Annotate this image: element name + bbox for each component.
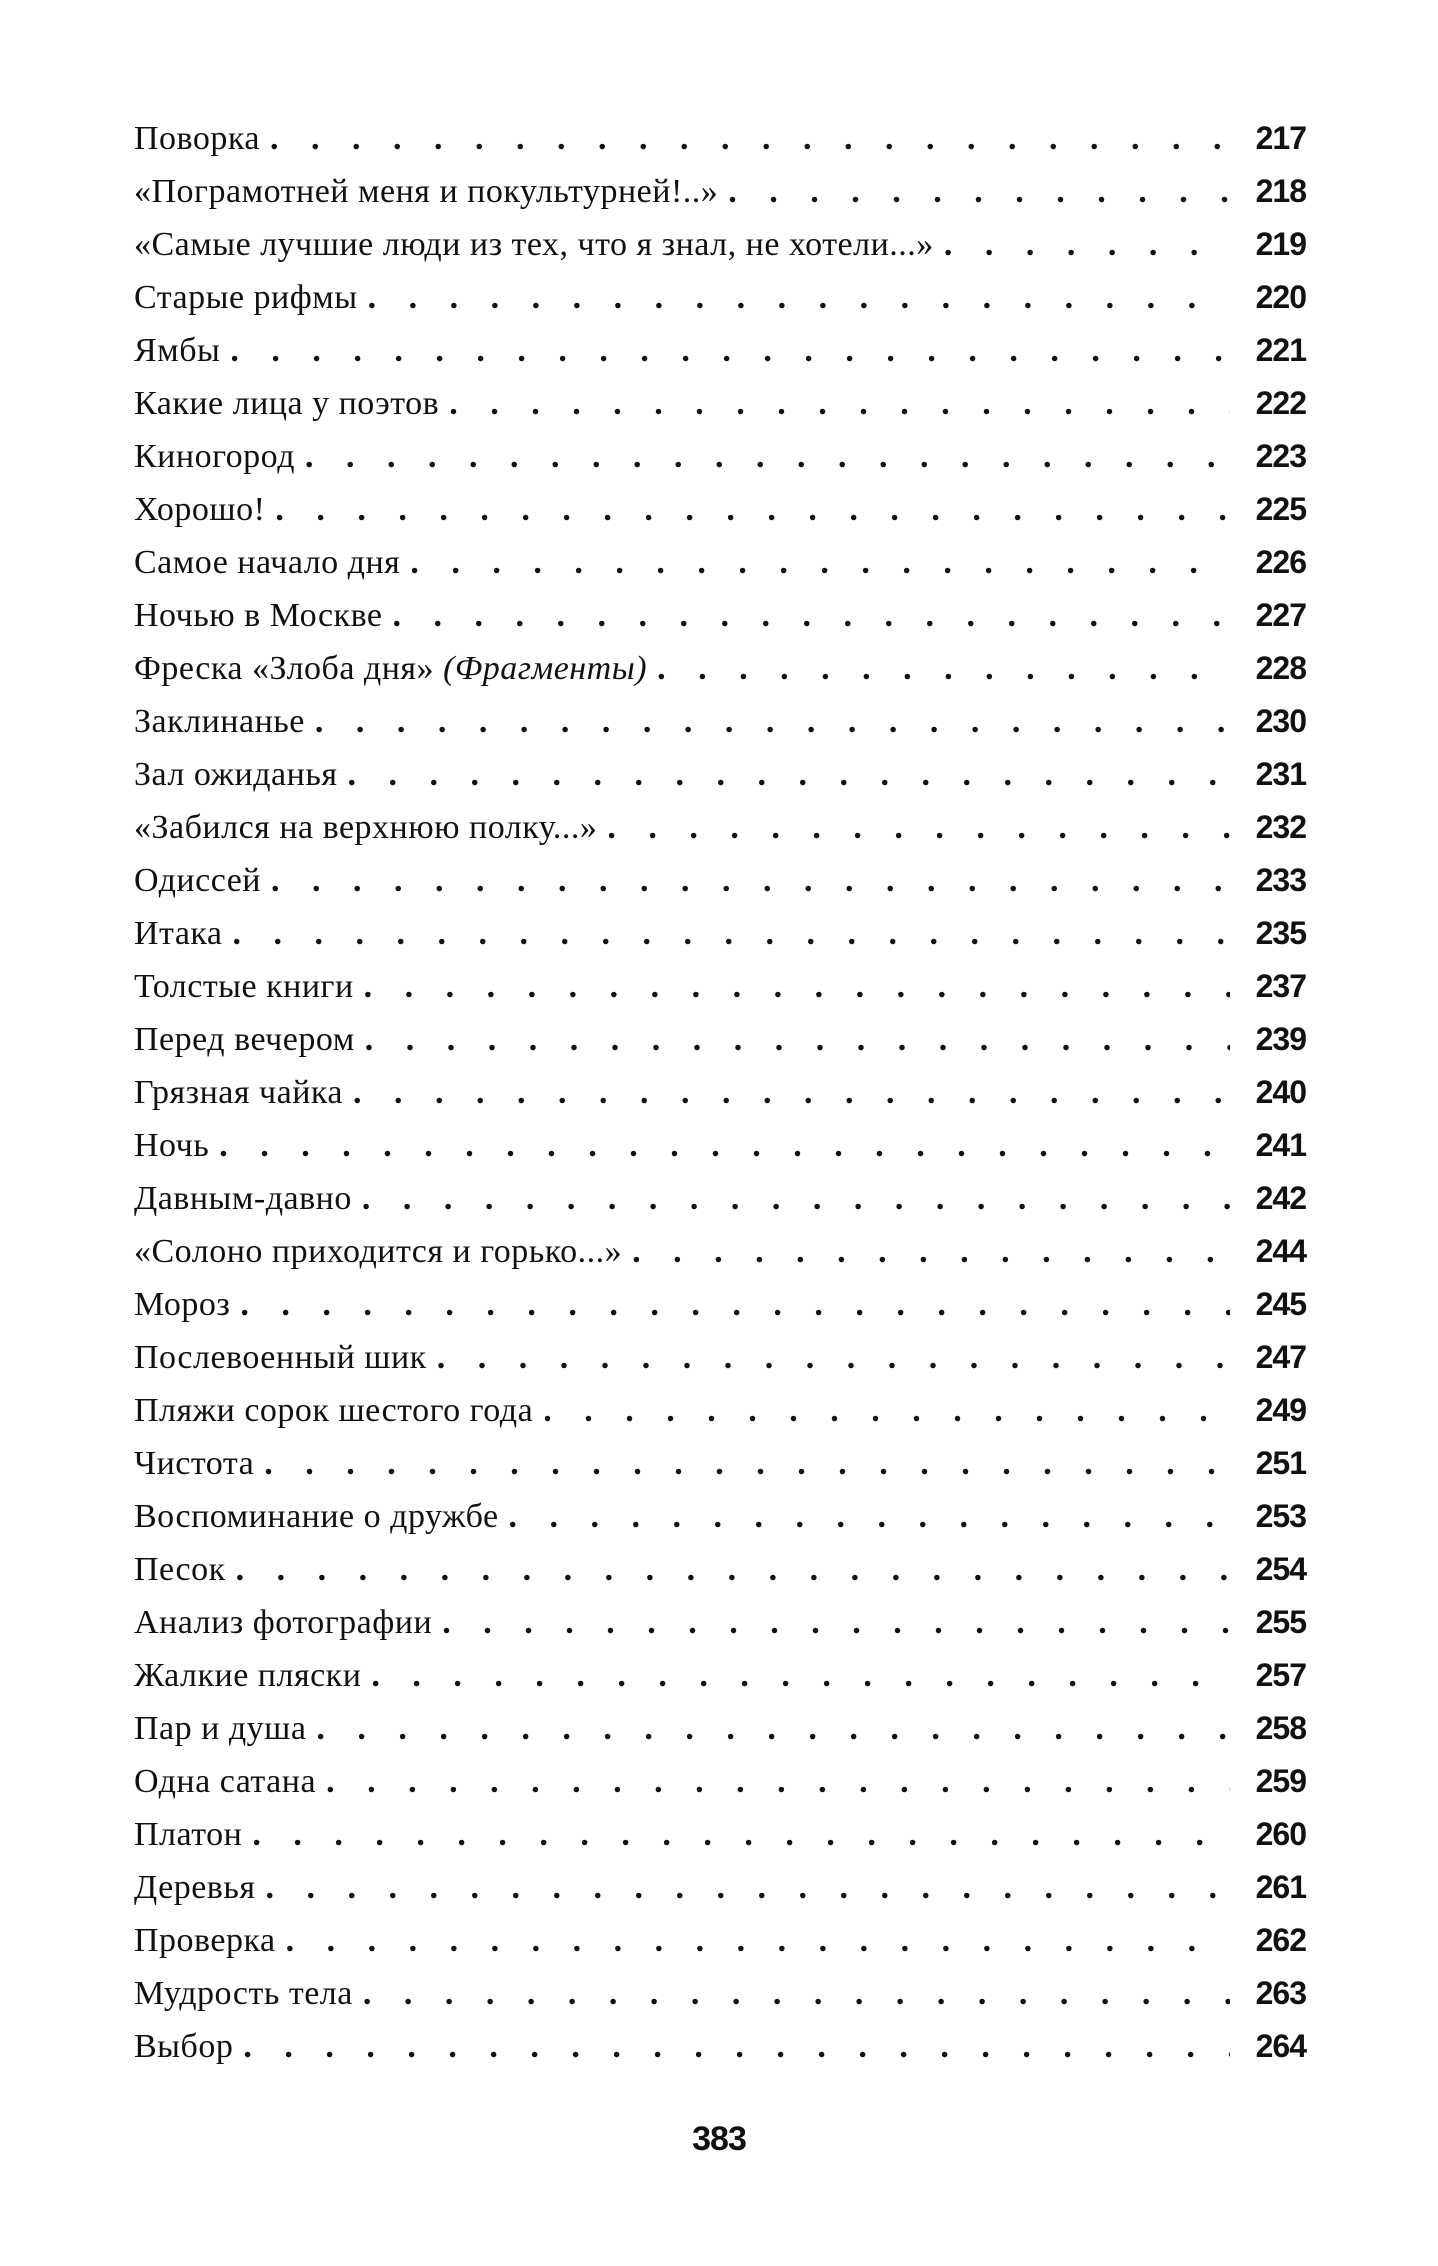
dot-leader	[316, 1702, 1230, 1755]
toc-entry-page: 222	[1255, 385, 1306, 421]
toc-entry-title	[134, 430, 305, 483]
toc-entry-title-text: Самое начало дня	[134, 544, 401, 581]
dot-leader	[347, 748, 1230, 801]
toc-entry	[134, 1543, 1306, 1596]
toc-entry-title	[134, 1331, 437, 1384]
toc-entry	[134, 642, 1306, 695]
toc-entry-page: 220	[1255, 279, 1306, 315]
dot-leader	[393, 589, 1230, 642]
dot-leader	[363, 1967, 1230, 2020]
toc-entry	[134, 483, 1306, 536]
toc-entry-page: 255	[1255, 1604, 1306, 1640]
dot-leader	[286, 1914, 1230, 1967]
toc-entry	[134, 1172, 1306, 1225]
toc-entry	[134, 1225, 1306, 1278]
dot-leader	[632, 1225, 1230, 1278]
toc-entry-title	[134, 1755, 326, 1808]
toc-entry	[134, 1861, 1306, 1914]
toc-entry-title	[134, 324, 230, 377]
toc-entry-title	[134, 1066, 353, 1119]
toc-entry	[134, 1331, 1306, 1384]
toc-entry-title	[134, 1490, 509, 1543]
dot-leader	[243, 2020, 1230, 2073]
toc-entry-page: 263	[1255, 1975, 1306, 2011]
dot-leader	[728, 165, 1230, 218]
toc-entry-title-text: Перед вечером	[134, 1021, 355, 1058]
toc-entry-title	[134, 1384, 543, 1437]
toc-entry-title	[134, 1172, 362, 1225]
toc-entry-title	[134, 1119, 219, 1172]
dot-leader	[270, 112, 1230, 165]
dot-leader	[368, 271, 1230, 324]
toc-entry-page: 251	[1255, 1445, 1306, 1481]
toc-entry-title-text: Одна сатана	[134, 1763, 317, 1800]
toc-entry-title	[134, 2020, 243, 2073]
toc-entry-page: 242	[1255, 1180, 1306, 1216]
toc-entry	[134, 1649, 1306, 1702]
toc-entry-title-text: Старые рифмы	[134, 279, 358, 316]
dot-leader	[326, 1755, 1230, 1808]
toc-entry-title	[134, 1596, 442, 1649]
dot-leader	[543, 1384, 1230, 1437]
toc-entry-page: 231	[1255, 756, 1306, 792]
toc-entry-title	[134, 377, 449, 430]
toc-entry-page: 240	[1255, 1074, 1306, 1110]
toc-entry-title-text: Послевоенный шик	[134, 1339, 427, 1376]
toc-entry-title	[134, 589, 393, 642]
toc-entry-title-text: Проверка	[134, 1922, 276, 1959]
toc-entry-title-text: Заклинанье	[134, 703, 305, 740]
toc-entry-page: 223	[1255, 438, 1306, 474]
toc-entry-page: 258	[1255, 1710, 1306, 1746]
toc-entry-title-text: Анализ фотографии	[134, 1604, 433, 1641]
toc-entry-title-text: Толстые книги	[134, 968, 354, 1005]
toc-entry-title-text: Жалкие пляски	[134, 1657, 362, 1694]
dot-leader	[944, 218, 1230, 271]
toc-entry	[134, 324, 1306, 377]
toc-entry-title-text: Воспоминание о дружбе	[134, 1498, 499, 1535]
dot-leader	[252, 1808, 1230, 1861]
toc-entry-page: 228	[1255, 650, 1306, 686]
toc-entry	[134, 907, 1306, 960]
toc-entry	[134, 1596, 1306, 1649]
toc-entry	[134, 1384, 1306, 1437]
toc-entry-page: 247	[1255, 1339, 1306, 1375]
dot-leader	[442, 1596, 1230, 1649]
toc-entry	[134, 695, 1306, 748]
toc-entry-page: 261	[1255, 1869, 1306, 1905]
toc-entry-page: 237	[1255, 968, 1306, 1004]
toc-entry-title-text: Чистота	[134, 1445, 255, 1482]
toc-entry-title-text: «Самые лучшие люди из тех, что я знал, не хотели...»	[134, 226, 934, 263]
toc-entry	[134, 801, 1306, 854]
toc-entry-title	[134, 1702, 316, 1755]
toc-entry-title-text: Выбор	[134, 2028, 234, 2065]
toc-entry-title	[134, 1013, 365, 1066]
toc-entry-title-text: Зал ожиданья	[134, 756, 338, 793]
toc-entry-title-text: Итака	[134, 915, 223, 952]
dot-leader	[315, 695, 1230, 748]
toc-entry	[134, 165, 1306, 218]
dot-leader	[449, 377, 1230, 430]
toc-entry-title-text: «Солоно приходится и горько...»	[134, 1233, 623, 1270]
dot-leader	[275, 483, 1230, 536]
toc-entry-title-text: Хорошо!	[134, 491, 266, 528]
toc-entry-page: 217	[1255, 120, 1306, 156]
dot-leader	[264, 1437, 1230, 1490]
toc-entry-title-text: Какие лица у поэтов	[134, 385, 440, 422]
toc-entry-title	[134, 960, 364, 1013]
toc-entry-title	[134, 642, 657, 695]
toc-entry-title	[134, 1808, 252, 1861]
toc-entry-title	[134, 536, 410, 589]
dot-leader	[240, 1278, 1230, 1331]
table-of-contents	[134, 112, 1306, 2073]
dot-leader	[365, 1013, 1230, 1066]
toc-entry-title-text: Деревья	[134, 1869, 256, 1906]
toc-entry-page: 226	[1255, 544, 1306, 580]
toc-entry-page: 257	[1255, 1657, 1306, 1693]
dot-leader	[437, 1331, 1230, 1384]
toc-entry-page: 260	[1255, 1816, 1306, 1852]
toc-entry	[134, 960, 1306, 1013]
toc-entry-title	[134, 165, 728, 218]
toc-entry-title-text: Песок	[134, 1551, 226, 1588]
toc-entry-title-text: Киногород	[134, 438, 295, 475]
toc-entry-page: 249	[1255, 1392, 1306, 1428]
toc-entry-title	[134, 801, 607, 854]
dot-leader	[305, 430, 1230, 483]
dot-leader	[266, 1861, 1231, 1914]
toc-entry-title	[134, 695, 315, 748]
toc-entry-title-text: Одиссей	[134, 862, 261, 899]
toc-entry	[134, 1967, 1306, 2020]
dot-leader	[233, 907, 1230, 960]
toc-entry	[134, 377, 1306, 430]
toc-entry-title	[134, 1278, 240, 1331]
toc-entry-title-text: Мудрость тела	[134, 1975, 353, 2012]
dot-leader	[353, 1066, 1230, 1119]
toc-entry-title	[134, 1543, 236, 1596]
toc-entry-page: 262	[1255, 1922, 1306, 1958]
toc-entry	[134, 218, 1306, 271]
toc-entry-title	[134, 271, 368, 324]
toc-entry-title-text: «Забился на верхнюю полку...»	[134, 809, 598, 846]
toc-entry-title-text: Пляжи сорок шестого года	[134, 1392, 534, 1429]
toc-entry-title	[134, 1967, 363, 2020]
toc-entry-title	[134, 1225, 632, 1278]
toc-entry	[134, 430, 1306, 483]
toc-entry-title-text: Платон	[134, 1816, 243, 1853]
dot-leader	[364, 960, 1230, 1013]
toc-entry	[134, 1914, 1306, 1967]
dot-leader	[410, 536, 1230, 589]
toc-entry	[134, 1437, 1306, 1490]
toc-entry-title-text: Давным-давно	[134, 1180, 352, 1217]
toc-entry-title-text: Грязная чайка	[134, 1074, 343, 1111]
toc-entry-title-text: Мороз	[134, 1286, 231, 1323]
toc-entry-page: 235	[1255, 915, 1306, 951]
toc-entry	[134, 748, 1306, 801]
toc-entry	[134, 1808, 1306, 1861]
dot-leader	[219, 1119, 1230, 1172]
toc-entry	[134, 1755, 1306, 1808]
toc-entry-subtitle: (Фрагменты)	[443, 650, 648, 687]
toc-entry-page: 241	[1255, 1127, 1306, 1163]
toc-entry-page: 244	[1255, 1233, 1306, 1269]
toc-entry	[134, 854, 1306, 907]
toc-entry-page: 253	[1255, 1498, 1306, 1534]
toc-entry-page: 218	[1255, 173, 1306, 209]
toc-entry	[134, 2020, 1306, 2073]
toc-entry-title	[134, 1914, 286, 1967]
toc-entry-title-text: Ночью в Москве	[134, 597, 383, 634]
toc-entry-title	[134, 112, 270, 165]
toc-entry	[134, 112, 1306, 165]
toc-entry-page: 219	[1255, 226, 1306, 262]
toc-entry	[134, 271, 1306, 324]
dot-leader	[236, 1543, 1230, 1596]
toc-entry-title-text: Поворка	[134, 120, 260, 157]
dot-leader	[607, 801, 1230, 854]
toc-entry	[134, 1013, 1306, 1066]
dot-leader	[230, 324, 1230, 377]
toc-entry-title	[134, 1437, 264, 1490]
toc-entry-title-text: «Пограмотней меня и покультурней!..»	[134, 173, 719, 210]
toc-entry-page: 232	[1255, 809, 1306, 845]
dot-leader	[371, 1649, 1230, 1702]
toc-entry-page: 245	[1255, 1286, 1306, 1322]
toc-entry-page: 227	[1255, 597, 1306, 633]
toc-entry-page: 230	[1255, 703, 1306, 739]
toc-entry-title	[134, 854, 271, 907]
toc-entry-page: 221	[1255, 332, 1306, 368]
toc-entry	[134, 1702, 1306, 1755]
toc-entry	[134, 1278, 1306, 1331]
toc-entry	[134, 536, 1306, 589]
dot-leader	[509, 1490, 1230, 1543]
toc-entry-title	[134, 483, 275, 536]
toc-entry-page: 239	[1255, 1021, 1306, 1057]
toc-entry-title-text: Пар и душа	[134, 1710, 307, 1747]
toc-entry-page: 254	[1255, 1551, 1306, 1587]
toc-entry-page: 264	[1255, 2028, 1306, 2064]
toc-entry-title	[134, 218, 944, 271]
toc-entry-page: 233	[1255, 862, 1306, 898]
toc-entry-title-text: Ночь	[134, 1127, 210, 1164]
toc-entry	[134, 1066, 1306, 1119]
toc-entry-title	[134, 748, 347, 801]
toc-entry-page: 259	[1255, 1763, 1306, 1799]
toc-entry-page: 225	[1255, 491, 1306, 527]
toc-entry	[134, 1119, 1306, 1172]
page-number: 383	[692, 2120, 746, 2158]
dot-leader	[657, 642, 1230, 695]
dot-leader	[271, 854, 1230, 907]
toc-entry-title-text: Фреска «Злоба дня»	[134, 650, 435, 687]
dot-leader	[362, 1172, 1230, 1225]
toc-entry	[134, 1490, 1306, 1543]
toc-entry-title	[134, 1649, 371, 1702]
toc-entry	[134, 589, 1306, 642]
toc-entry-title-text: Ямбы	[134, 332, 221, 369]
toc-entry-title	[134, 907, 233, 960]
toc-entry-title	[134, 1861, 266, 1914]
